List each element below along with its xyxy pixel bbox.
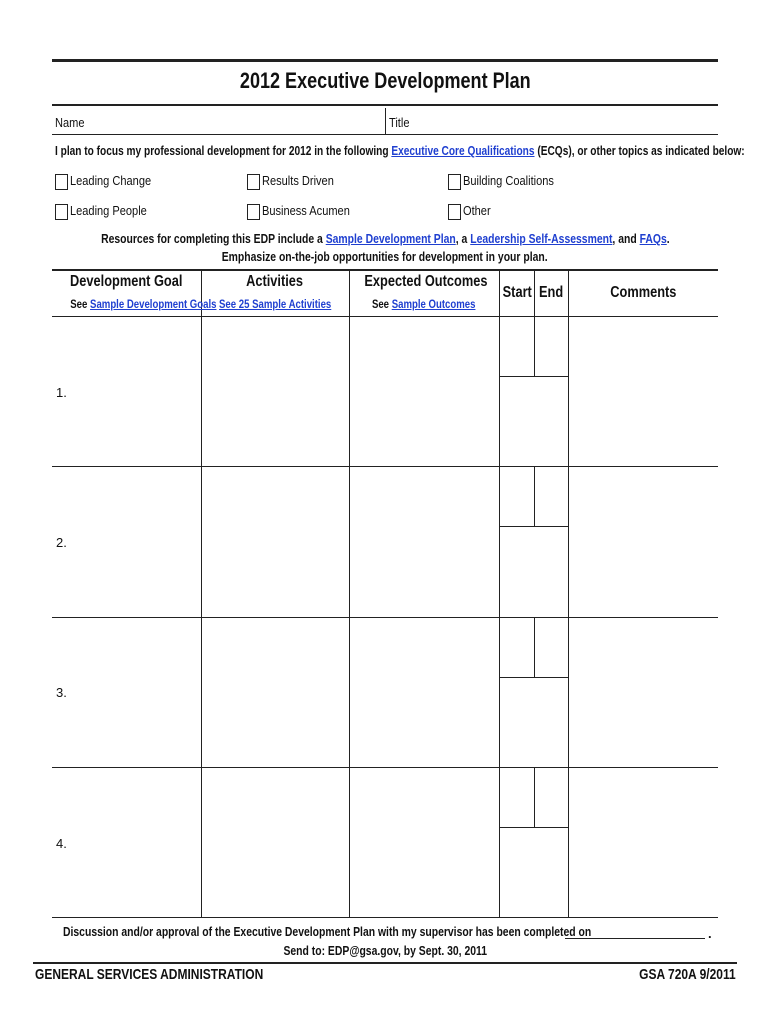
col-outcomes-left bbox=[349, 269, 350, 917]
discussion-end: . bbox=[708, 926, 712, 941]
outcomes-see-text: See bbox=[372, 297, 390, 311]
sample-goals-link[interactable]: Sample Development Goals bbox=[90, 297, 217, 311]
ecq-link[interactable]: Executive Core Qualifications bbox=[391, 143, 535, 158]
resources-prefix: Resources for completing this EDP include a bbox=[100, 231, 323, 246]
title-field[interactable] bbox=[386, 108, 718, 134]
col-start-left bbox=[499, 269, 500, 917]
row3-end-left bbox=[534, 617, 535, 677]
goal-see-text: See bbox=[70, 297, 88, 311]
row2-end-left bbox=[534, 466, 535, 526]
top-border bbox=[52, 59, 718, 62]
building-coalitions-checkbox[interactable] bbox=[448, 174, 461, 190]
other-label: Other bbox=[463, 203, 491, 218]
leading-people-label: Leading People bbox=[70, 203, 147, 218]
faqs-link[interactable]: FAQs bbox=[639, 231, 667, 246]
title-label: Title bbox=[389, 115, 410, 130]
outcomes-header: Expected Outcomes bbox=[364, 273, 488, 290]
header-bottom bbox=[52, 316, 718, 317]
building-coalitions-label: Building Coalitions bbox=[463, 173, 554, 188]
outcomes-see bbox=[349, 297, 499, 311]
activities-header: Activities bbox=[246, 273, 304, 290]
row4-split bbox=[499, 827, 568, 828]
row2-bottom bbox=[52, 617, 718, 618]
start-header: Start bbox=[502, 284, 532, 301]
row1-split bbox=[499, 376, 568, 377]
name-label: Name bbox=[55, 115, 85, 130]
row3-bottom bbox=[52, 767, 718, 768]
self-assessment-link[interactable]: Leadership Self-Assessment bbox=[469, 231, 613, 246]
row-number-1: 1. bbox=[56, 385, 67, 400]
page-title: 2012 Executive Development Plan bbox=[239, 68, 531, 93]
goal-see bbox=[52, 297, 217, 311]
row-number-4: 4. bbox=[56, 836, 67, 851]
resources-end: . bbox=[666, 231, 670, 246]
discussion-text: Discussion and/or approval of the Executive Development Plan with my supervisor has been completed on bbox=[63, 924, 592, 939]
row-number-3: 3. bbox=[56, 685, 67, 700]
resources-mid1: , a bbox=[455, 231, 467, 246]
name-field[interactable] bbox=[52, 108, 384, 134]
results-driven-checkbox[interactable] bbox=[247, 174, 260, 190]
comments-header: Comments bbox=[609, 284, 677, 301]
col-activities-left bbox=[201, 269, 202, 917]
row3-split bbox=[499, 677, 568, 678]
sample-plan-link[interactable]: Sample Development Plan bbox=[325, 231, 456, 246]
agency-name: GENERAL SERVICES ADMINISTRATION bbox=[35, 966, 264, 983]
results-driven-label: Results Driven bbox=[262, 173, 334, 188]
resources-mid2: , and bbox=[612, 231, 637, 246]
row4-end-left bbox=[534, 767, 535, 827]
send-to: Send to: EDP@gsa.gov, by Sept. 30, 2011 bbox=[283, 943, 487, 958]
col-comments-left bbox=[568, 269, 569, 917]
intro-before: I plan to focus my professional development for 2012 in the following bbox=[55, 143, 389, 158]
leading-change-checkbox[interactable] bbox=[55, 174, 68, 190]
footer-rule bbox=[33, 962, 737, 964]
leading-people-checkbox[interactable] bbox=[55, 204, 68, 220]
table-bottom bbox=[52, 917, 718, 918]
business-acumen-label: Business Acumen bbox=[262, 203, 350, 218]
row1-bottom bbox=[52, 466, 718, 467]
leading-change-label: Leading Change bbox=[70, 173, 152, 188]
name-row-bottom bbox=[52, 134, 718, 135]
table-top bbox=[52, 269, 718, 271]
resources-text bbox=[0, 231, 770, 246]
business-acumen-checkbox[interactable] bbox=[247, 204, 260, 220]
title-divider bbox=[52, 104, 718, 106]
row1-end-left bbox=[534, 316, 535, 376]
sample-activities-link[interactable]: See 25 Sample Activities bbox=[218, 297, 332, 311]
discussion-date-line[interactable] bbox=[565, 938, 705, 939]
resources-line2: Emphasize on-the-job opportunities for development in your plan. bbox=[222, 249, 548, 264]
activities-see bbox=[201, 297, 349, 311]
row-number-2: 2. bbox=[56, 535, 67, 550]
goal-header: Development Goal bbox=[70, 273, 183, 290]
end-header: End bbox=[538, 284, 564, 301]
sample-outcomes-link[interactable]: Sample Outcomes bbox=[392, 297, 476, 311]
form-number: GSA 720A 9/2011 bbox=[639, 966, 736, 983]
row2-split bbox=[499, 526, 568, 527]
intro-text bbox=[55, 143, 770, 158]
intro-after: (ECQs), or other topics as indicated below: bbox=[537, 143, 745, 158]
other-checkbox[interactable] bbox=[448, 204, 461, 220]
